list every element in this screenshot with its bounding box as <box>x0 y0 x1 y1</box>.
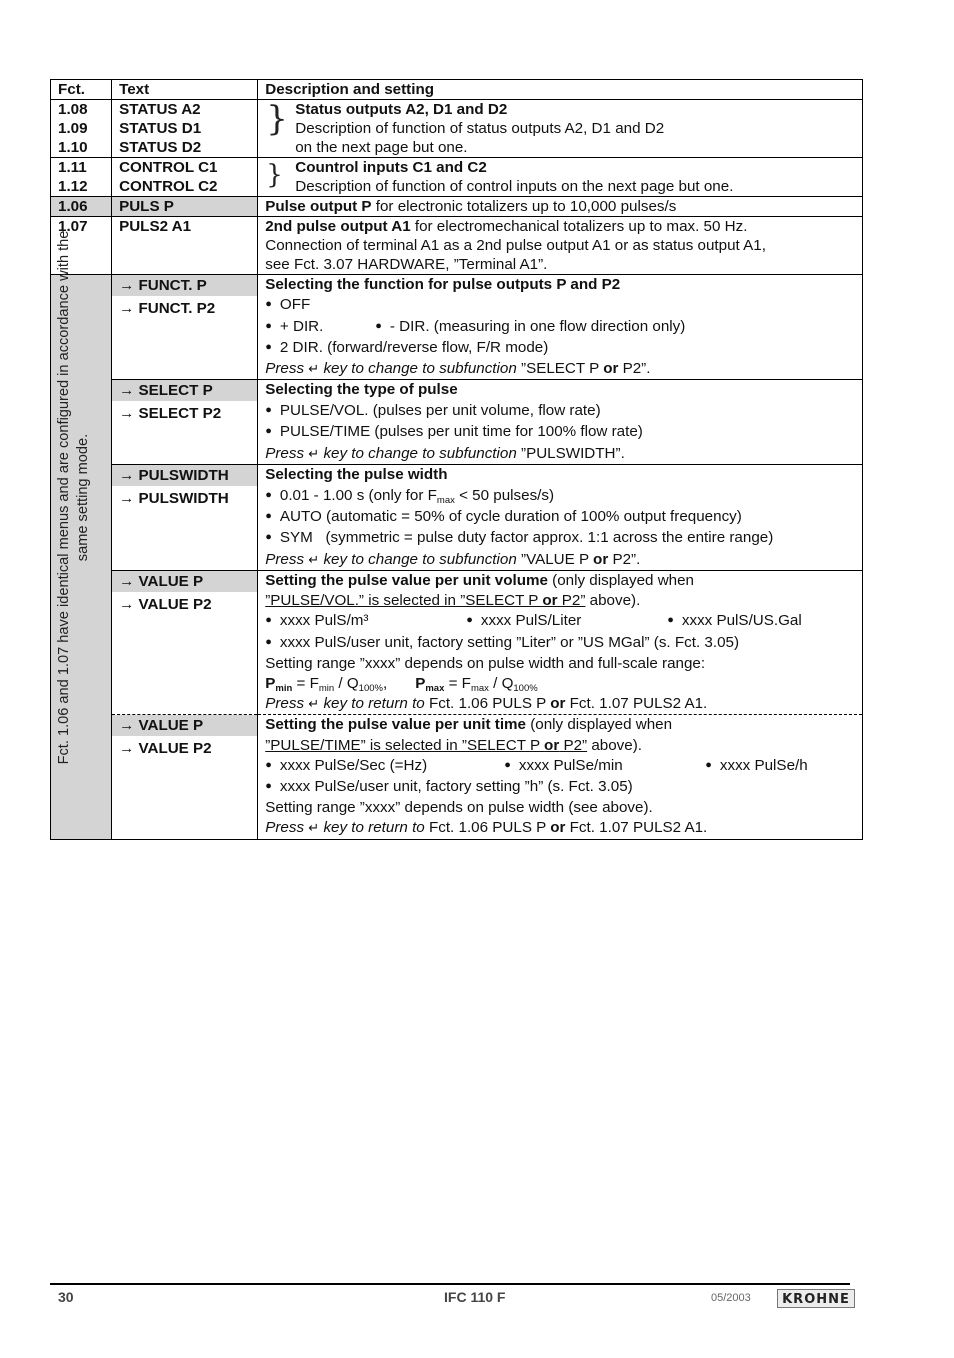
function-table <box>50 79 863 840</box>
menu-text: PULS P <box>112 197 258 217</box>
description-text: Description of function of status outputs A2, D1 and D2 <box>295 120 665 137</box>
option-item: ● 2 DIR. (forward/reverse flow, F/R mode) <box>265 338 855 359</box>
enter-key-icon: ↵ <box>308 361 320 377</box>
instruction-text: key to return to <box>323 819 425 837</box>
subfunction-item: → VALUE P <box>112 715 257 736</box>
option-item: ● 0.01 - 1.00 s (only for $F_{max} < 50$ pulses/s) <box>265 486 855 507</box>
instruction-text: key to change to subfunction <box>323 444 517 462</box>
or-text: or <box>550 695 566 713</box>
footer-rule <box>50 1283 850 1285</box>
instruction-text: key to change to subfunction <box>323 360 517 378</box>
table-row-status <box>51 100 863 158</box>
subfunction-cell <box>112 715 258 839</box>
description-title: Setting the pulse value per unit time <box>265 716 526 734</box>
header-text: Text <box>112 80 258 100</box>
description-title: Selecting the function for pulse outputs P and P2 <box>265 276 621 293</box>
description-cell <box>258 465 863 570</box>
text-cell <box>112 100 258 158</box>
or-text: or <box>550 819 566 837</box>
description-cell <box>258 100 863 158</box>
fct-number: 1.10 <box>58 139 88 156</box>
description-cell: Setting the pulse value per unit volume (only displayed when ”PULSE/VOL.” is selected in ”SELECT P or P2” above). ● xxxx PulS/m³● xxxx PulS/Liter● xxxx PulS/US.Gal ● xxxx PulS/user unit, factory setting ”Liter” or ”US MGal” (s. Fct. 3.05) Setting range ”xxxx” depends on pulse width and full-scale range: $P_{min} = F_{min} / Q_{100\%}$, $P_{max} = F_{max} / Q_{100\%}$ Press ↵ key to return to Fct. 1.06 PULS P or Fct. 1.07 PULS2 A1. <box>258 570 863 714</box>
description-text: (only displayed when <box>526 716 673 734</box>
target-text: P2”. <box>608 550 641 568</box>
table-row-value-vol <box>51 570 863 714</box>
table-row-control <box>51 158 863 197</box>
option-item: ● OFF <box>265 295 855 316</box>
subfunction-cell <box>112 465 258 570</box>
fct-number: 1.12 <box>58 178 88 195</box>
description-cell: Setting the pulse value per unit time (only displayed when ”PULSE/TIME” is selected in ”SELECT P or P2” above). ● xxxx PulSe/Sec (=Hz)● xxxx PulSe/min● xxxx PulSe/h ● xxxx PulSe/user unit, factory setting ”h” (s. Fct. 3.05) Setting range ”xxxx” depends on pulse width (see above). Press ↵ key to return to Fct. 1.06 PULS P or Fct. 1.07 PULS2 A1. <box>258 715 863 839</box>
table-row-pulswidth <box>51 465 863 570</box>
subfunction-item: → VALUE P <box>112 571 257 592</box>
condition-text: ”PULSE/VOL.” is selected in ”SELECT P or P2” <box>265 592 586 610</box>
range-text: Setting range ”xxxx” depends on pulse width and full-scale range: <box>265 654 706 672</box>
fct-cell <box>51 158 112 197</box>
description-cell <box>258 217 863 275</box>
description-title: Countrol inputs C1 and C2 <box>295 159 487 176</box>
enter-key-icon: ↵ <box>308 445 320 461</box>
product-name: IFC 110 F <box>444 1289 506 1305</box>
fct-cell <box>51 100 112 158</box>
option-item: ● SYM (symmetric = pulse duty factor approx. 1:1 across the entire range) <box>265 528 855 549</box>
side-note-text: Fct. 1.06 and 1.07 have identical menus and are configured in accordance with the same setting mode. <box>56 230 91 765</box>
fct-number: 1.09 <box>58 120 88 137</box>
target-text: Fct. 1.06 PULS P <box>424 695 551 713</box>
description-title: 2nd pulse output A1 <box>265 218 411 235</box>
menu-text: PULS2 A1 <box>112 217 258 275</box>
target-text: ”PULSWIDTH”. <box>516 444 625 462</box>
press-text: Press <box>265 550 305 568</box>
description-cell <box>258 380 863 465</box>
description-text: Description of function of control inputs on the next page but one. <box>295 178 734 195</box>
condition-text: ”PULSE/TIME” is selected in ”SELECT P or P2” <box>265 736 588 754</box>
description-cell <box>258 275 863 380</box>
description-title: Status outputs A2, D1 and D2 <box>295 101 508 118</box>
unit-option: ● xxxx PulSe/min <box>504 756 705 777</box>
instruction-text: key to return to <box>323 695 425 713</box>
or-text: or <box>593 550 609 568</box>
description-cell <box>258 158 863 197</box>
fct-number: 1.07 <box>51 217 112 275</box>
target-text: ”VALUE P <box>516 550 594 568</box>
subfunction-cell <box>112 275 258 380</box>
description-text: (only displayed when <box>547 571 695 589</box>
header-fct: Fct. <box>51 80 112 100</box>
target-text: ”SELECT P <box>516 360 604 378</box>
subfunction-item: → FUNCT. P <box>112 275 257 296</box>
unit-option: ● xxxx PulSe/user unit, factory setting ”h” (s. Fct. 3.05) <box>265 777 855 798</box>
description-title: Setting the pulse value per unit volume <box>265 571 548 589</box>
enter-key-icon: ↵ <box>308 551 320 567</box>
description-title: Selecting the type of pulse <box>265 381 458 399</box>
table-row-puls2 <box>51 217 863 275</box>
krohne-logo: KROHNE <box>777 1289 855 1308</box>
fct-number: 1.08 <box>58 101 88 118</box>
press-text: Press <box>265 819 305 837</box>
subfunction-item: → FUNCT. P2 <box>119 300 216 317</box>
description-title: Pulse output P <box>265 198 372 215</box>
subfunction-item: → PULSWIDTH <box>112 465 257 486</box>
enter-key-icon: ↵ <box>308 696 320 712</box>
unit-option: ● xxxx PulS/m³ <box>265 611 466 632</box>
unit-option: ● xxxx PulSe/h <box>705 757 807 774</box>
side-note-cell <box>51 230 112 840</box>
subfunction-cell <box>112 570 258 714</box>
description-text: Connection of terminal A1 as a 2nd pulse output A1 or as status output A1, <box>265 237 766 254</box>
text-cell <box>112 158 258 197</box>
option-item: ● AUTO (automatic = 50% of cycle duration of 100% output frequency) <box>265 507 855 528</box>
subfunction-item: → SELECT P <box>112 380 257 401</box>
description-text: see Fct. 3.07 HARDWARE, ”Terminal A1”. <box>265 256 548 273</box>
formula-line: $P_{min} = F_{min} / Q_{100\%}$, $P_{max} = F_{max} / Q_{100\%}$ <box>265 674 538 694</box>
curly-brace-icon: } <box>266 160 283 190</box>
menu-text: STATUS A2 <box>119 101 201 118</box>
subfunction-item: → SELECT P2 <box>119 405 222 423</box>
menu-text: STATUS D2 <box>119 139 202 156</box>
curly-brace-icon: } <box>266 99 288 139</box>
menu-text: CONTROL C1 <box>119 159 218 176</box>
target-text: Fct. 1.06 PULS P <box>424 819 551 837</box>
instruction-text: key to change to subfunction <box>323 550 517 568</box>
press-text: Press <box>265 444 305 462</box>
description-cell <box>258 197 863 217</box>
table-row-select <box>51 380 863 465</box>
subfunction-item: → PULSWIDTH <box>119 490 229 508</box>
target-text: P2”. <box>618 360 651 378</box>
unit-option: ● xxxx PulS/Liter <box>466 611 667 632</box>
header-description: Description and setting <box>258 80 863 100</box>
unit-option: ● xxxx PulS/user unit, factory setting ”Liter” or ”US MGal” (s. Fct. 3.05) <box>265 633 855 654</box>
description-text: on the next page but one. <box>295 139 468 156</box>
document-date: 05/2003 <box>711 1292 751 1304</box>
menu-text: STATUS D1 <box>119 120 202 137</box>
option-item: ● PULSE/TIME (pulses per unit time for 100% flow rate) <box>265 422 855 444</box>
target-text: Fct. 1.07 PULS2 A1. <box>565 695 708 713</box>
description-text: for electronic totalizers up to 10,000 pulses/s <box>371 198 677 215</box>
subfunction-item: → VALUE P2 <box>119 740 212 758</box>
press-text: Press <box>265 360 305 378</box>
or-text: or <box>603 360 619 378</box>
fct-number: 1.11 <box>58 159 87 176</box>
table-row-funct <box>51 275 863 380</box>
unit-option: ● xxxx PulSe/Sec (=Hz) <box>265 756 504 777</box>
fct-number: 1.06 <box>51 197 112 217</box>
subfunction-cell <box>112 380 258 465</box>
table-row-value-time <box>51 715 863 839</box>
press-text: Press <box>265 695 305 713</box>
table-header-row <box>51 80 863 100</box>
unit-option: ● xxxx PulS/US.Gal <box>667 612 802 629</box>
target-text: Fct. 1.07 PULS2 A1. <box>565 819 708 837</box>
description-text: for electromechanical totalizers up to max. 50 Hz. <box>410 218 748 235</box>
description-title: Selecting the pulse width <box>265 466 448 484</box>
page-number: 30 <box>58 1289 74 1305</box>
enter-key-icon: ↵ <box>308 820 320 836</box>
option-item: ● PULSE/VOL. (pulses per unit volume, flow rate) <box>265 401 855 423</box>
option-item: ● - DIR. (measuring in one flow direction only) <box>375 318 685 335</box>
option-item: ● + DIR. <box>265 317 375 338</box>
menu-text: CONTROL C2 <box>119 178 218 195</box>
range-text: Setting range ”xxxx” depends on pulse width (see above). <box>265 799 653 817</box>
subfunction-item: → VALUE P2 <box>119 595 212 613</box>
table-row-puls-p <box>51 197 863 217</box>
